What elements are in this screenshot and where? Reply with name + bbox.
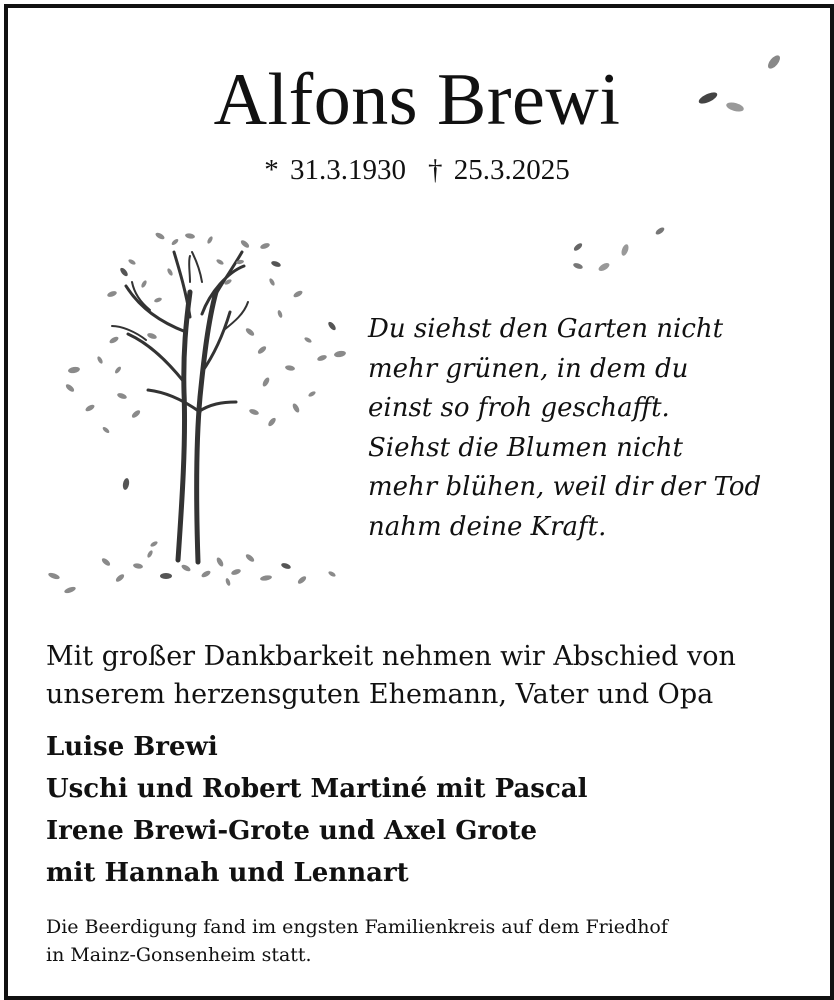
born-date: 31.3.1930 [290,154,406,186]
born-symbol: * [264,154,279,186]
deceased-name: Alfons Brewi [213,59,621,141]
farewell-text [46,638,786,714]
poem-line: Siehst die Blumen nicht [368,432,683,463]
died-date: 25.3.2025 [453,154,570,186]
poem-line: nahm deine Kraft. [368,511,607,542]
died-symbol: † [428,154,443,186]
mourner-entry: mit Hannah und Lennart [46,858,409,888]
tree-with-falling-leaves-icon [40,222,370,602]
funeral-note [46,913,668,969]
poem-line: einst so froh geschafft. [368,393,670,423]
farewell-line: Mit großer Dankbarkeit nehmen wir Abschied von [46,641,736,672]
poem-line: mehr blühen, weil dir der Tod [368,472,762,502]
mourner-entry: Luise Brewi [46,732,218,762]
poem-line: Du siehst den Garten nicht [368,314,724,344]
funeral-note-line: in Mainz-Gonsenheim statt. [46,944,312,966]
poem [368,310,761,547]
poem-line: mehr grünen, in dem du [368,353,689,384]
mourner-entry: Irene Brewi-Grote und Axel Grote [46,816,537,846]
mourners-list [46,726,588,894]
falling-leaves-icon [560,40,800,280]
farewell-line: unserem herzensguten Ehemann, Vater und Opa [46,679,714,710]
mourner-entry: Uschi und Robert Martiné mit Pascal [46,774,588,804]
funeral-note-line: Die Beerdigung fand im engsten Familienkreis auf dem Friedhof [46,916,668,938]
